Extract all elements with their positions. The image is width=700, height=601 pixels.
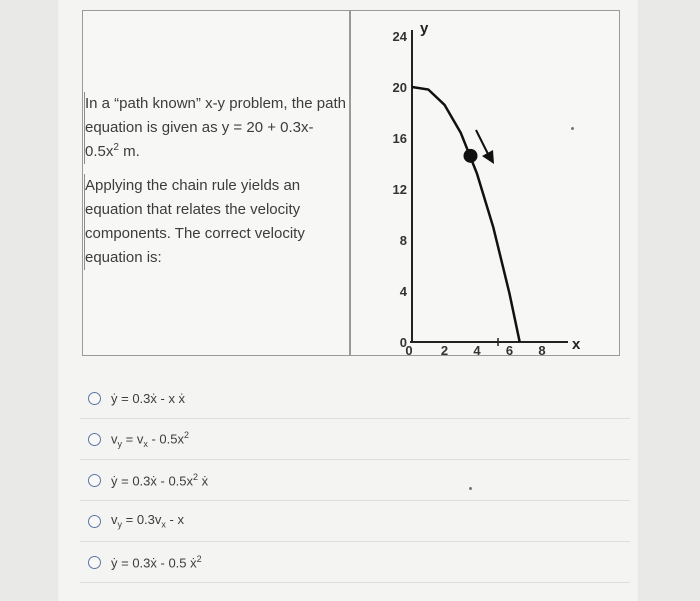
radio-button[interactable] <box>88 474 101 487</box>
y-tick-label: 8 <box>399 233 407 248</box>
y-axis-label: y <box>420 20 429 37</box>
choice-5[interactable]: ẏ = 0.3ẋ - 0.5 ẋ$^2$ <box>80 542 630 583</box>
y-tick-label: 0 <box>399 335 407 350</box>
path-graph <box>350 10 620 356</box>
y-tick-label: 12 <box>392 182 407 197</box>
answer-choices <box>80 378 630 583</box>
x-tick-label: 2 <box>440 343 449 356</box>
path-curve <box>412 87 520 342</box>
x-axis-label: x <box>572 336 581 353</box>
radio-button[interactable] <box>88 433 101 446</box>
problem-paragraph-1: In a “path known” x-y problem, the path equation is given as $y = 20 + 0.3x-0.5x^2$ m. <box>84 92 346 164</box>
radio-button[interactable] <box>88 556 101 569</box>
choice-3[interactable]: ẏ = 0.3ẋ - $0.5x^2$ ẋ <box>80 460 630 501</box>
choice-4[interactable]: $v_y = 0.3v_x - x$ <box>80 501 630 542</box>
problem-paragraph-2: Applying the chain rule yields an equation that relates the velocity components. The correct velocity equation is: <box>84 174 346 270</box>
x-tick-label: 4 <box>473 343 481 356</box>
choice-2[interactable]: $v_y = v_x - 0.5x^2$ <box>80 419 630 460</box>
problem-text <box>84 92 346 280</box>
y-tick-label: 24 <box>392 29 407 44</box>
x-tick-label: 6 <box>505 343 514 356</box>
particle-marker <box>464 149 478 163</box>
x-tick-label: 0 <box>405 343 413 356</box>
y-tick-label: 4 <box>399 284 407 299</box>
y-tick-label: 16 <box>392 131 407 146</box>
radio-button[interactable] <box>88 392 101 405</box>
stray-mark-1 <box>571 127 574 130</box>
x-tick-label: 8 <box>538 343 546 356</box>
choice-1[interactable]: ẏ = 0.3ẋ - x ẋ <box>80 378 630 419</box>
y-tick-label: 20 <box>392 80 407 95</box>
radio-button[interactable] <box>88 515 101 528</box>
